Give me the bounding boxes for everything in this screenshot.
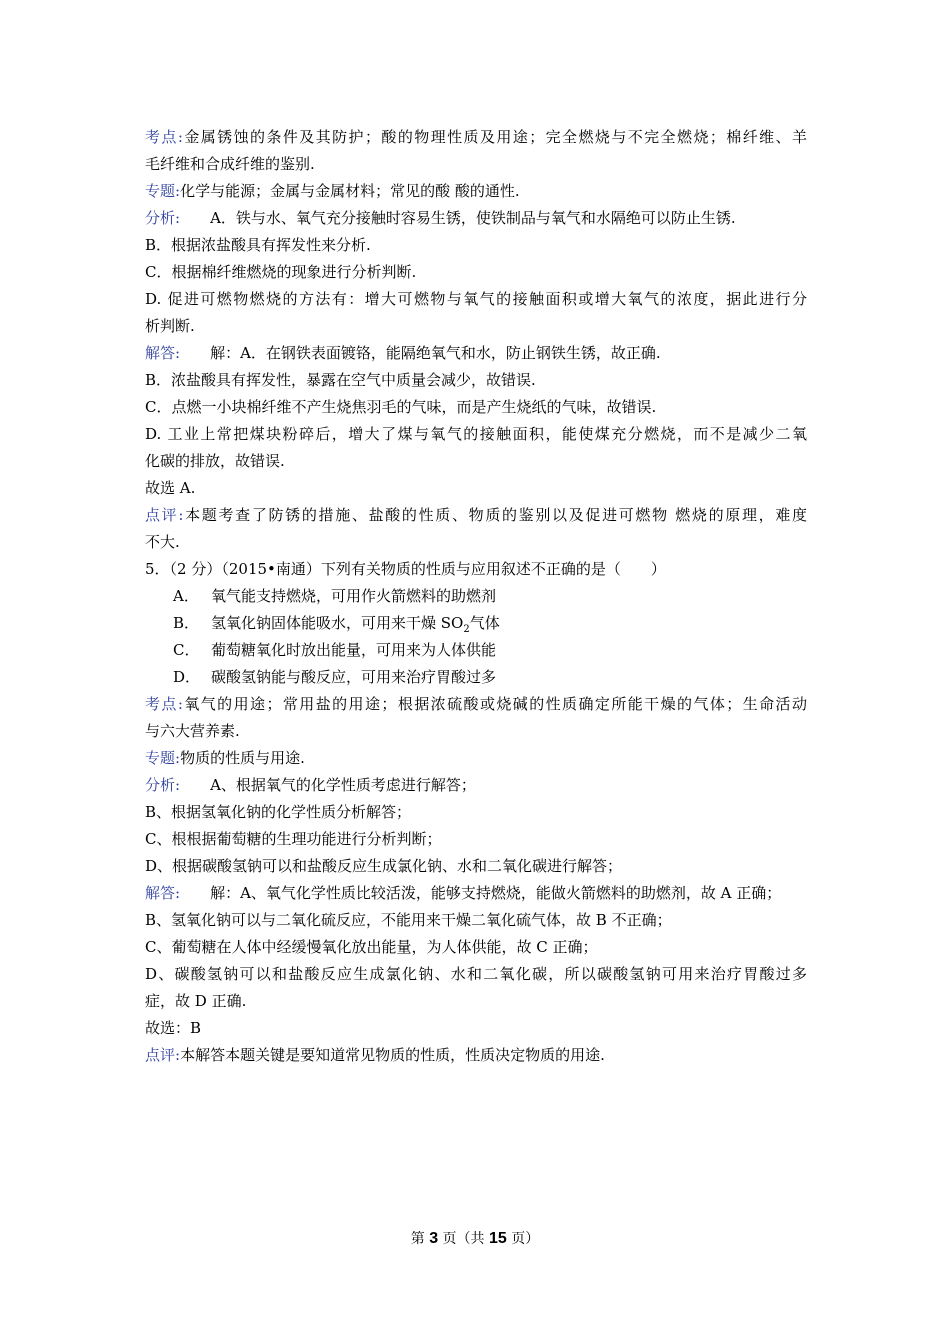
- q5-answer: 故选：B: [145, 1019, 202, 1037]
- q4-dianping-line2: 不大.: [145, 533, 180, 551]
- q4-jieda-d1: D. 工业上常把煤块粉碎后，增大了煤与氧气的接触面积，能使煤充分燃烧，而不是减少二氧: [145, 425, 807, 443]
- fenxi-label: 分析:: [145, 776, 181, 794]
- q4-jieda-d2: 化碳的排放，故错误.: [145, 452, 285, 470]
- q5-kaodian-line1: 考点:氧气的用途；常用盐的用途；根据浓硫酸或烧碱的性质确定所能干燥的气体；生命活动: [145, 695, 807, 713]
- q4-fenxi-b: B．根据浓盐酸具有挥发性来分析.: [145, 236, 371, 254]
- q4-kaodian-line2: 毛纤维和合成纤维的鉴别.: [145, 155, 315, 173]
- q5-dianping: 点评:本解答本题关键是要知道常见物质的性质，性质决定物质的用途.: [145, 1046, 605, 1064]
- q4-jieda-c: C．点燃一小块棉纤维不产生烧焦羽毛的气味，而是产生烧纸的气味，故错误.: [145, 398, 657, 416]
- q5-option-c: C． 葡萄糖氧化时放出能量，可用来为人体供能: [173, 641, 497, 659]
- q5-fenxi-b: B、根据氢氧化钠的化学性质分析解答；: [145, 803, 412, 821]
- q4-fenxi-a: 分析: A．铁与水、氧气充分接触时容易生锈，使铁制品与氧气和水隔绝可以防止生锈.: [145, 209, 736, 227]
- q5-option-a: A． 氧气能支持燃烧，可用作火箭燃料的助燃剂: [173, 587, 497, 605]
- jieda-label: 解答:: [145, 344, 181, 362]
- q5-jieda-c: C、葡萄糖在人体中经缓慢氧化放出能量，为人体供能，故 C 正确；: [145, 938, 598, 956]
- jieda-label: 解答:: [145, 884, 181, 902]
- q5-stem: 5．（2 分）（2015•南通）下列有关物质的性质与应用叙述不正确的是（ ）: [145, 560, 666, 578]
- page-footer: 第 3 页（共 15 页）: [410, 1230, 540, 1247]
- q5-fenxi-a: 分析: A、根据氧气的化学性质考虑进行解答；: [145, 776, 476, 794]
- fenxi-label: 分析:: [145, 209, 181, 227]
- q4-fenxi-d1: D. 促进可燃物燃烧的方法有：增大可燃物与氧气的接触面积或增大氧气的浓度，据此进行分: [145, 290, 807, 308]
- zhuanti-label: 专题:: [145, 749, 181, 767]
- q5-jieda-b: B、氢氧化钠可以与二氧化硫反应，不能用来干燥二氧化硫气体，故 B 不正确；: [145, 911, 672, 929]
- q4-jieda-a: 解答: 解：A．在钢铁表面镀铬，能隔绝氧气和水，防止钢铁生锈，故正确.: [145, 344, 661, 362]
- q4-jieda-b: B．浓盐酸具有挥发性，暴露在空气中质量会减少，故错误.: [145, 371, 536, 389]
- q5-option-d: D． 碳酸氢钠能与酸反应，可用来治疗胃酸过多: [173, 668, 497, 686]
- q4-answer: 故选 A.: [145, 479, 196, 497]
- q4-zhuanti: 专题:化学与能源；金属与金属材料；常见的酸 酸的通性.: [145, 182, 520, 200]
- page-total: 15: [489, 1230, 507, 1247]
- kaodian-label: 考点:: [145, 695, 183, 713]
- q4-fenxi-c: C．根据棉纤维燃烧的现象进行分析判断.: [145, 263, 417, 281]
- page-number: 3: [429, 1230, 439, 1247]
- q4-fenxi-d2: 析判断.: [145, 317, 195, 335]
- q5-kaodian-line2: 与六大营养素.: [145, 722, 240, 740]
- q5-fenxi-c: C、根根据葡萄糖的生理功能进行分析判断；: [145, 830, 442, 848]
- kaodian-label: 考点:: [145, 128, 183, 146]
- q5-zhuanti: 专题:物质的性质与用途.: [145, 749, 305, 767]
- q4-kaodian-line1: 考点:金属锈蚀的条件及其防护；酸的物理性质及用途；完全燃烧与不完全燃烧；棉纤维、羊: [145, 128, 807, 146]
- q5-jieda-d2: 症，故 D 正确.: [145, 992, 247, 1010]
- zhuanti-label: 专题:: [145, 182, 181, 200]
- q4-dianping-line1: 点评:本题考查了防锈的措施、盐酸的性质、物质的鉴别以及促进可燃物 燃烧的原理，难度: [145, 506, 807, 524]
- page-content: [145, 124, 807, 1069]
- q5-jieda-d1: D、碳酸氢钠可以和盐酸反应生成氯化钠、水和二氧化碳，所以碳酸氢钠可用来治疗胃酸过多: [145, 965, 807, 983]
- q5-fenxi-d: D、根据碳酸氢钠可以和盐酸反应生成氯化钠、水和二氧化碳进行解答；: [145, 857, 623, 875]
- q5-option-b: B． 氢氧化钠固体能吸水，可用来干燥 $SO_2$气体: [173, 614, 500, 635]
- dianping-label: 点评:: [145, 1046, 181, 1064]
- q5-jieda-a: 解答: 解：A、氧气化学性质比较活泼，能够支持燃烧，能做火箭燃料的助燃剂，故 A 正确；: [145, 884, 782, 902]
- dianping-label: 点评:: [145, 506, 184, 524]
